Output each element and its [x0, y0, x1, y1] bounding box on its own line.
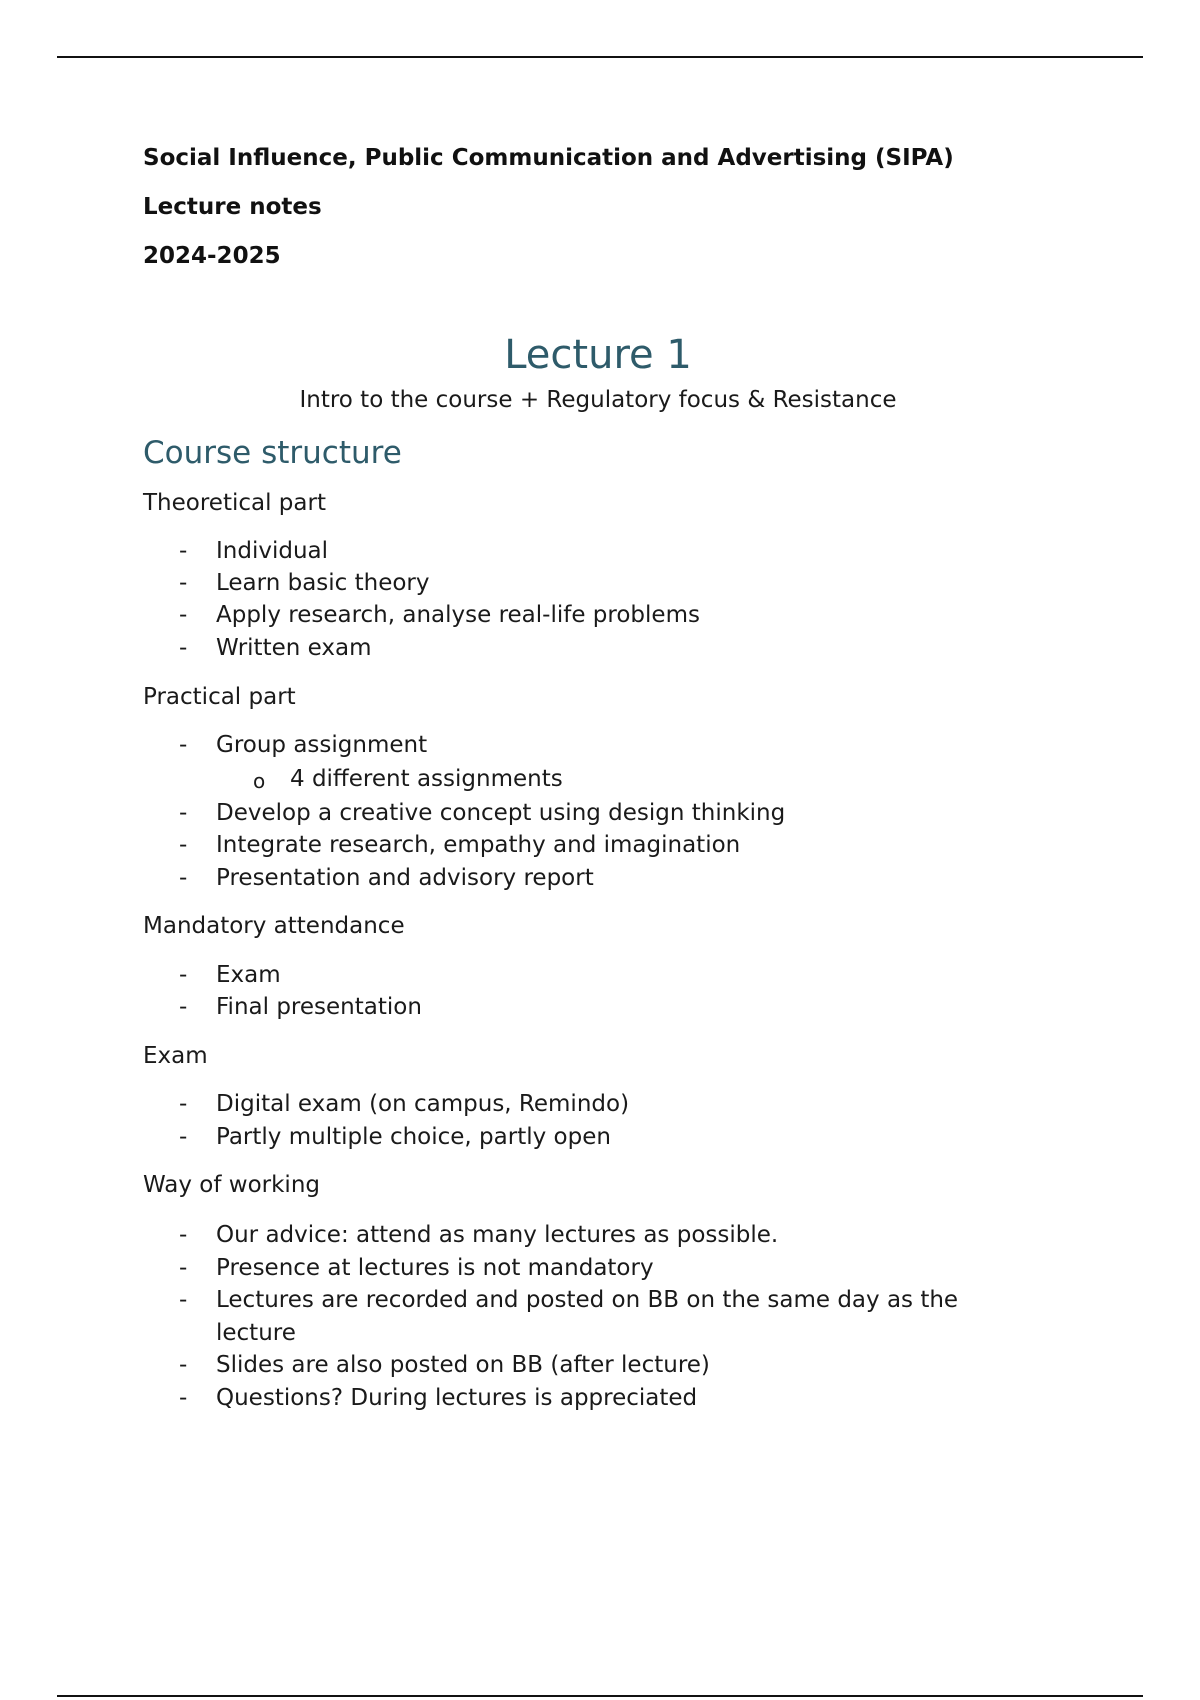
- lecture-subtitle: Intro to the course + Regulatory focus & Resistance: [299, 387, 897, 413]
- list-item-text: Individual: [216, 538, 329, 564]
- bullet-marker: -: [179, 1124, 188, 1150]
- doc-type: Lecture notes: [143, 194, 322, 220]
- list-item-text: Group assignment: [216, 732, 428, 758]
- bullet-marker: -: [179, 1385, 188, 1411]
- list-item-text: Presence at lectures is not mandatory: [216, 1255, 654, 1281]
- sub-bullet-marker: o: [253, 769, 266, 793]
- list-item-text: Lectures are recorded and posted on BB on the same day as the: [216, 1287, 959, 1313]
- lecture-title: Lecture 1: [504, 332, 692, 378]
- practical-label: Practical part: [143, 684, 296, 710]
- bullet-marker: -: [179, 994, 188, 1020]
- bullet-marker: -: [179, 732, 188, 758]
- list-item-text: Our advice: attend as many lectures as possible.: [216, 1222, 779, 1248]
- list-item-text: Apply research, analyse real-life problems: [216, 602, 700, 628]
- exam-label: Exam: [143, 1043, 208, 1069]
- bullet-marker: -: [179, 1222, 188, 1248]
- list-item-text: Presentation and advisory report: [216, 865, 594, 891]
- list-item-text: Digital exam (on campus, Remindo): [216, 1091, 630, 1117]
- bullet-marker: -: [179, 538, 188, 564]
- list-item-text: Written exam: [216, 635, 372, 661]
- bullet-marker: -: [179, 1091, 188, 1117]
- list-item-text: Learn basic theory: [216, 570, 430, 596]
- course-title: Social Influence, Public Communication and Advertising (SIPA): [143, 145, 954, 171]
- list-item-text: Partly multiple choice, partly open: [216, 1124, 611, 1150]
- section-heading: Course structure: [143, 435, 402, 471]
- bullet-marker: -: [179, 602, 188, 628]
- top-rule: [57, 56, 1143, 58]
- list-item-text: Integrate research, empathy and imagination: [216, 832, 741, 858]
- list-item-text: Slides are also posted on BB (after lecture): [216, 1352, 710, 1378]
- bullet-marker: -: [179, 570, 188, 596]
- attendance-label: Mandatory attendance: [143, 913, 405, 939]
- bullet-marker: -: [179, 832, 188, 858]
- working-label: Way of working: [143, 1172, 320, 1198]
- bottom-rule: [57, 1695, 1143, 1697]
- list-item-text: Final presentation: [216, 994, 422, 1020]
- bullet-marker: -: [179, 635, 188, 661]
- bullet-marker: -: [179, 1287, 188, 1313]
- bullet-marker: -: [179, 1255, 188, 1281]
- bullet-marker: -: [179, 865, 188, 891]
- bullet-marker: -: [179, 962, 188, 988]
- list-item-text: Develop a creative concept using design thinking: [216, 800, 786, 826]
- list-item-text: Questions? During lectures is appreciated: [216, 1385, 698, 1411]
- list-item-text-continued: lecture: [216, 1320, 296, 1346]
- bullet-marker: -: [179, 800, 188, 826]
- theoretical-label: Theoretical part: [143, 490, 326, 516]
- academic-year: 2024-2025: [143, 243, 281, 269]
- bullet-marker: -: [179, 1352, 188, 1378]
- sub-list-item-text: 4 different assignments: [290, 766, 563, 792]
- list-item-text: Exam: [216, 962, 281, 988]
